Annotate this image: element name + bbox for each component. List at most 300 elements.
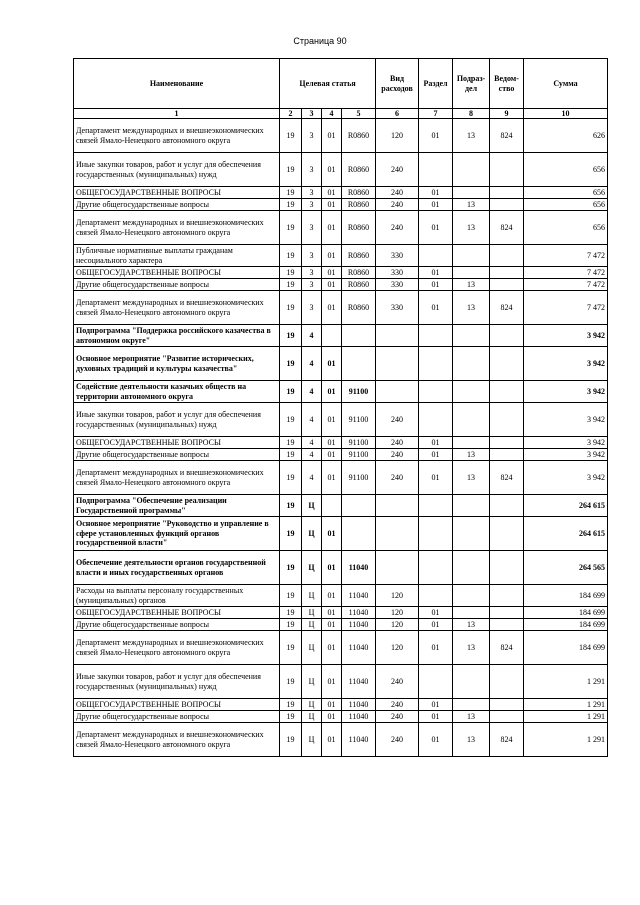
target-article-part1-cell: 19 <box>280 381 302 403</box>
section-cell <box>419 517 453 551</box>
subsection-cell <box>453 325 490 347</box>
table-row <box>74 381 608 403</box>
header-subsection: Подраз-дел <box>453 59 490 109</box>
target-article-part4-cell: 11040 <box>342 607 376 619</box>
table-row <box>74 347 608 381</box>
target-article-part2-cell: Ц <box>302 585 322 607</box>
row-name-cell: Департамент международных и внешнеэкономических связей Ямало-Ненецкого автономного округа <box>74 631 280 665</box>
section-cell: 01 <box>419 461 453 495</box>
target-article-part3-cell <box>322 495 342 517</box>
target-article-part4-cell: R0860 <box>342 267 376 279</box>
subsection-cell <box>453 699 490 711</box>
row-name-cell: ОБЩЕГОСУДАРСТВЕННЫЕ ВОПРОСЫ <box>74 699 280 711</box>
row-name-cell: Основное мероприятие "Развитие исторических, духовных традиций и культуры казачества" <box>74 347 280 381</box>
department-cell: 824 <box>490 119 524 153</box>
section-cell: 01 <box>419 187 453 199</box>
column-number-row <box>74 109 608 119</box>
target-article-part1-cell: 19 <box>280 607 302 619</box>
target-article-part3-cell: 01 <box>322 199 342 211</box>
target-article-part1-cell: 19 <box>280 711 302 723</box>
subsection-cell <box>453 347 490 381</box>
target-article-part1-cell: 19 <box>280 347 302 381</box>
target-article-part1-cell: 19 <box>280 665 302 699</box>
expense-kind-cell: 240 <box>376 723 419 757</box>
table-row <box>74 153 608 187</box>
table-row <box>74 461 608 495</box>
target-article-part2-cell: Ц <box>302 699 322 711</box>
header-expense-kind: Вид расходов <box>376 59 419 109</box>
target-article-part4-cell: R0860 <box>342 187 376 199</box>
target-article-part3-cell: 01 <box>322 347 342 381</box>
table-row <box>74 245 608 267</box>
subsection-cell <box>453 153 490 187</box>
subsection-cell <box>453 495 490 517</box>
expense-kind-cell <box>376 495 419 517</box>
target-article-part2-cell: 4 <box>302 403 322 437</box>
expense-kind-cell: 240 <box>376 437 419 449</box>
target-article-part2-cell: Ц <box>302 711 322 723</box>
target-article-part1-cell: 19 <box>280 517 302 551</box>
target-article-part3-cell: 01 <box>322 211 342 245</box>
department-cell <box>490 585 524 607</box>
row-name-cell: Подпрограмма "Поддержка российского казачества в автономном округе" <box>74 325 280 347</box>
department-cell <box>490 607 524 619</box>
table-row <box>74 291 608 325</box>
department-cell <box>490 153 524 187</box>
column-number: 9 <box>490 109 524 119</box>
target-article-part3-cell: 01 <box>322 437 342 449</box>
department-cell: 824 <box>490 461 524 495</box>
department-cell <box>490 347 524 381</box>
subsection-cell <box>453 551 490 585</box>
target-article-part2-cell: 3 <box>302 291 322 325</box>
department-cell <box>490 437 524 449</box>
department-cell <box>490 245 524 267</box>
header-name: Наименование <box>74 59 280 109</box>
row-name-cell: Расходы на выплаты персоналу государственных (муниципальных) органов <box>74 585 280 607</box>
table-row <box>74 403 608 437</box>
department-cell <box>490 267 524 279</box>
sum-cell: 184 699 <box>524 607 608 619</box>
target-article-part3-cell: 01 <box>322 187 342 199</box>
header-row <box>74 59 608 109</box>
sum-cell: 264 565 <box>524 551 608 585</box>
expense-kind-cell: 330 <box>376 291 419 325</box>
subsection-cell: 13 <box>453 631 490 665</box>
header-section: Раздел <box>419 59 453 109</box>
subsection-cell: 13 <box>453 211 490 245</box>
expense-kind-cell: 330 <box>376 245 419 267</box>
sum-cell: 264 615 <box>524 495 608 517</box>
target-article-part2-cell: 3 <box>302 245 322 267</box>
target-article-part4-cell <box>342 517 376 551</box>
target-article-part2-cell: Ц <box>302 517 322 551</box>
section-cell <box>419 381 453 403</box>
header-target-article: Целевая статья <box>280 59 376 109</box>
sum-cell: 656 <box>524 153 608 187</box>
column-number: 8 <box>453 109 490 119</box>
expense-kind-cell <box>376 325 419 347</box>
target-article-part4-cell: 11040 <box>342 711 376 723</box>
sum-cell: 184 699 <box>524 585 608 607</box>
section-cell: 01 <box>419 619 453 631</box>
target-article-part2-cell: 4 <box>302 347 322 381</box>
sum-cell: 1 291 <box>524 665 608 699</box>
row-name-cell: Департамент международных и внешнеэкономических связей Ямало-Ненецкого автономного округа <box>74 119 280 153</box>
target-article-part3-cell: 01 <box>322 381 342 403</box>
target-article-part3-cell: 01 <box>322 631 342 665</box>
subsection-cell <box>453 517 490 551</box>
expense-kind-cell: 330 <box>376 279 419 291</box>
expense-kind-cell: 240 <box>376 187 419 199</box>
target-article-part1-cell: 19 <box>280 267 302 279</box>
section-cell: 01 <box>419 449 453 461</box>
row-name-cell: Департамент международных и внешнеэкономических связей Ямало-Ненецкого автономного округа <box>74 723 280 757</box>
row-name-cell: Другие общегосударственные вопросы <box>74 279 280 291</box>
target-article-part1-cell: 19 <box>280 619 302 631</box>
table-row <box>74 119 608 153</box>
sum-cell: 3 942 <box>524 403 608 437</box>
section-cell: 01 <box>419 631 453 665</box>
table-row <box>74 585 608 607</box>
department-cell <box>490 495 524 517</box>
target-article-part3-cell: 01 <box>322 291 342 325</box>
target-article-part1-cell: 19 <box>280 153 302 187</box>
target-article-part3-cell: 01 <box>322 279 342 291</box>
column-number: 3 <box>302 109 322 119</box>
header-sum: Сумма <box>524 59 608 109</box>
target-article-part4-cell: 91100 <box>342 437 376 449</box>
target-article-part3-cell: 01 <box>322 267 342 279</box>
expense-kind-cell <box>376 551 419 585</box>
department-cell <box>490 381 524 403</box>
sum-cell: 7 472 <box>524 291 608 325</box>
table-row <box>74 267 608 279</box>
target-article-part4-cell <box>342 495 376 517</box>
row-name-cell: Департамент международных и внешнеэкономических связей Ямало-Ненецкого автономного округа <box>74 211 280 245</box>
target-article-part4-cell: 91100 <box>342 403 376 437</box>
target-article-part1-cell: 19 <box>280 585 302 607</box>
subsection-cell <box>453 585 490 607</box>
target-article-part2-cell: 4 <box>302 437 322 449</box>
sum-cell: 656 <box>524 211 608 245</box>
target-article-part4-cell <box>342 347 376 381</box>
target-article-part2-cell: 4 <box>302 381 322 403</box>
budget-table <box>73 58 608 757</box>
column-number: 5 <box>342 109 376 119</box>
sum-cell: 7 472 <box>524 279 608 291</box>
row-name-cell: Обеспечение деятельности органов государственной власти и иных государственных органов <box>74 551 280 585</box>
sum-cell: 184 699 <box>524 631 608 665</box>
expense-kind-cell <box>376 381 419 403</box>
section-cell <box>419 245 453 267</box>
section-cell: 01 <box>419 267 453 279</box>
expense-kind-cell: 240 <box>376 449 419 461</box>
target-article-part2-cell: Ц <box>302 665 322 699</box>
header-department: Ведом-ство <box>490 59 524 109</box>
table-row <box>74 711 608 723</box>
subsection-cell <box>453 267 490 279</box>
department-cell <box>490 325 524 347</box>
target-article-part4-cell: 11040 <box>342 619 376 631</box>
department-cell <box>490 279 524 291</box>
target-article-part4-cell: 91100 <box>342 461 376 495</box>
target-article-part4-cell: 11040 <box>342 699 376 711</box>
subsection-cell: 13 <box>453 279 490 291</box>
target-article-part2-cell: Ц <box>302 619 322 631</box>
row-name-cell: Департамент международных и внешнеэкономических связей Ямало-Ненецкого автономного округа <box>74 461 280 495</box>
department-cell <box>490 403 524 437</box>
table-row <box>74 607 608 619</box>
expense-kind-cell: 240 <box>376 153 419 187</box>
sum-cell: 1 291 <box>524 699 608 711</box>
expense-kind-cell: 120 <box>376 607 419 619</box>
department-cell <box>490 699 524 711</box>
subsection-cell: 13 <box>453 291 490 325</box>
table-row <box>74 723 608 757</box>
subsection-cell <box>453 403 490 437</box>
section-cell: 01 <box>419 279 453 291</box>
target-article-part2-cell: 3 <box>302 119 322 153</box>
target-article-part1-cell: 19 <box>280 461 302 495</box>
subsection-cell: 13 <box>453 199 490 211</box>
department-cell <box>490 449 524 461</box>
subsection-cell: 13 <box>453 119 490 153</box>
target-article-part4-cell: 11040 <box>342 551 376 585</box>
target-article-part4-cell: R0860 <box>342 119 376 153</box>
column-number: 1 <box>74 109 280 119</box>
column-number: 4 <box>322 109 342 119</box>
department-cell <box>490 517 524 551</box>
target-article-part4-cell <box>342 325 376 347</box>
table-row <box>74 325 608 347</box>
department-cell <box>490 551 524 585</box>
target-article-part4-cell: 91100 <box>342 381 376 403</box>
target-article-part1-cell: 19 <box>280 723 302 757</box>
subsection-cell <box>453 665 490 699</box>
expense-kind-cell: 120 <box>376 631 419 665</box>
department-cell: 824 <box>490 723 524 757</box>
department-cell: 824 <box>490 211 524 245</box>
target-article-part3-cell: 01 <box>322 119 342 153</box>
target-article-part3-cell: 01 <box>322 699 342 711</box>
expense-kind-cell <box>376 517 419 551</box>
table-row <box>74 199 608 211</box>
target-article-part3-cell: 01 <box>322 517 342 551</box>
target-article-part1-cell: 19 <box>280 403 302 437</box>
expense-kind-cell: 120 <box>376 585 419 607</box>
row-name-cell: ОБЩЕГОСУДАРСТВЕННЫЕ ВОПРОСЫ <box>74 267 280 279</box>
table-row <box>74 437 608 449</box>
section-cell: 01 <box>419 119 453 153</box>
target-article-part1-cell: 19 <box>280 449 302 461</box>
department-cell <box>490 711 524 723</box>
target-article-part1-cell: 19 <box>280 631 302 665</box>
target-article-part3-cell: 01 <box>322 153 342 187</box>
row-name-cell: ОБЩЕГОСУДАРСТВЕННЫЕ ВОПРОСЫ <box>74 437 280 449</box>
subsection-cell <box>453 381 490 403</box>
row-name-cell: Основное мероприятие "Руководство и управление в сфере установленных функций органов государственной власти" <box>74 517 280 551</box>
section-cell: 01 <box>419 723 453 757</box>
target-article-part2-cell: 3 <box>302 153 322 187</box>
section-cell: 01 <box>419 437 453 449</box>
sum-cell: 3 942 <box>524 449 608 461</box>
target-article-part2-cell: 3 <box>302 267 322 279</box>
target-article-part3-cell: 01 <box>322 723 342 757</box>
row-name-cell: Публичные нормативные выплаты гражданам несоциального характера <box>74 245 280 267</box>
table-row <box>74 665 608 699</box>
target-article-part2-cell: 4 <box>302 461 322 495</box>
target-article-part2-cell: 3 <box>302 187 322 199</box>
target-article-part1-cell: 19 <box>280 211 302 245</box>
target-article-part3-cell: 01 <box>322 607 342 619</box>
target-article-part1-cell: 19 <box>280 199 302 211</box>
sum-cell: 3 942 <box>524 461 608 495</box>
sum-cell: 3 942 <box>524 347 608 381</box>
row-name-cell: Другие общегосударственные вопросы <box>74 199 280 211</box>
expense-kind-cell: 120 <box>376 119 419 153</box>
target-article-part1-cell: 19 <box>280 291 302 325</box>
target-article-part3-cell: 01 <box>322 403 342 437</box>
table-body <box>74 119 608 757</box>
target-article-part3-cell: 01 <box>322 245 342 267</box>
sum-cell: 264 615 <box>524 517 608 551</box>
row-name-cell: Подпрограмма "Обеспечение реализации Государственной программы" <box>74 495 280 517</box>
column-number: 2 <box>280 109 302 119</box>
sum-cell: 3 942 <box>524 381 608 403</box>
expense-kind-cell: 240 <box>376 403 419 437</box>
target-article-part1-cell: 19 <box>280 119 302 153</box>
subsection-cell: 13 <box>453 449 490 461</box>
expense-kind-cell: 120 <box>376 619 419 631</box>
section-cell <box>419 325 453 347</box>
column-number: 6 <box>376 109 419 119</box>
section-cell <box>419 403 453 437</box>
column-number: 10 <box>524 109 608 119</box>
row-name-cell: Иные закупки товаров, работ и услуг для обеспечения государственных (муниципальных) нужд <box>74 153 280 187</box>
target-article-part4-cell: 91100 <box>342 449 376 461</box>
section-cell <box>419 551 453 585</box>
target-article-part1-cell: 19 <box>280 187 302 199</box>
target-article-part2-cell: 4 <box>302 325 322 347</box>
subsection-cell <box>453 187 490 199</box>
sum-cell: 656 <box>524 187 608 199</box>
target-article-part4-cell: R0860 <box>342 199 376 211</box>
target-article-part2-cell: 3 <box>302 279 322 291</box>
section-cell <box>419 585 453 607</box>
target-article-part4-cell: 11040 <box>342 631 376 665</box>
expense-kind-cell: 240 <box>376 199 419 211</box>
target-article-part3-cell: 01 <box>322 665 342 699</box>
target-article-part4-cell: R0860 <box>342 211 376 245</box>
section-cell: 01 <box>419 211 453 245</box>
target-article-part4-cell: 11040 <box>342 665 376 699</box>
expense-kind-cell: 330 <box>376 267 419 279</box>
section-cell: 01 <box>419 699 453 711</box>
subsection-cell <box>453 607 490 619</box>
section-cell: 01 <box>419 607 453 619</box>
target-article-part3-cell: 01 <box>322 551 342 585</box>
table-row <box>74 449 608 461</box>
table-row <box>74 551 608 585</box>
target-article-part3-cell: 01 <box>322 585 342 607</box>
target-article-part2-cell: 3 <box>302 211 322 245</box>
table-row <box>74 699 608 711</box>
section-cell <box>419 347 453 381</box>
table-row <box>74 517 608 551</box>
target-article-part2-cell: Ц <box>302 723 322 757</box>
department-cell <box>490 665 524 699</box>
expense-kind-cell: 240 <box>376 665 419 699</box>
subsection-cell: 13 <box>453 711 490 723</box>
target-article-part2-cell: Ц <box>302 607 322 619</box>
table-row <box>74 495 608 517</box>
subsection-cell <box>453 245 490 267</box>
target-article-part4-cell: R0860 <box>342 245 376 267</box>
subsection-cell: 13 <box>453 461 490 495</box>
target-article-part4-cell: R0860 <box>342 153 376 187</box>
row-name-cell: Иные закупки товаров, работ и услуг для обеспечения государственных (муниципальных) нужд <box>74 665 280 699</box>
sum-cell: 626 <box>524 119 608 153</box>
table-row <box>74 279 608 291</box>
department-cell: 824 <box>490 291 524 325</box>
target-article-part4-cell: R0860 <box>342 291 376 325</box>
column-number: 7 <box>419 109 453 119</box>
target-article-part1-cell: 19 <box>280 495 302 517</box>
target-article-part1-cell: 19 <box>280 325 302 347</box>
section-cell <box>419 665 453 699</box>
sum-cell: 1 291 <box>524 723 608 757</box>
target-article-part1-cell: 19 <box>280 279 302 291</box>
table-row <box>74 631 608 665</box>
section-cell <box>419 153 453 187</box>
expense-kind-cell: 240 <box>376 211 419 245</box>
target-article-part1-cell: 19 <box>280 699 302 711</box>
target-article-part3-cell: 01 <box>322 449 342 461</box>
row-name-cell: ОБЩЕГОСУДАРСТВЕННЫЕ ВОПРОСЫ <box>74 187 280 199</box>
target-article-part2-cell: Ц <box>302 631 322 665</box>
table-row <box>74 187 608 199</box>
table-row <box>74 211 608 245</box>
target-article-part4-cell: R0860 <box>342 279 376 291</box>
target-article-part1-cell: 19 <box>280 551 302 585</box>
table-row <box>74 619 608 631</box>
target-article-part3-cell <box>322 325 342 347</box>
target-article-part1-cell: 19 <box>280 245 302 267</box>
expense-kind-cell <box>376 347 419 381</box>
target-article-part4-cell: 11040 <box>342 585 376 607</box>
row-name-cell: Другие общегосударственные вопросы <box>74 711 280 723</box>
target-article-part2-cell: 4 <box>302 449 322 461</box>
sum-cell: 3 942 <box>524 437 608 449</box>
subsection-cell <box>453 437 490 449</box>
row-name-cell: Содействие деятельности казачьих обществ на территории автономного округа <box>74 381 280 403</box>
target-article-part2-cell: Ц <box>302 551 322 585</box>
target-article-part4-cell: 11040 <box>342 723 376 757</box>
section-cell <box>419 495 453 517</box>
row-name-cell: Иные закупки товаров, работ и услуг для обеспечения государственных (муниципальных) нужд <box>74 403 280 437</box>
row-name-cell: ОБЩЕГОСУДАРСТВЕННЫЕ ВОПРОСЫ <box>74 607 280 619</box>
section-cell: 01 <box>419 199 453 211</box>
section-cell: 01 <box>419 291 453 325</box>
sum-cell: 7 472 <box>524 245 608 267</box>
row-name-cell: Другие общегосударственные вопросы <box>74 619 280 631</box>
target-article-part3-cell: 01 <box>322 711 342 723</box>
row-name-cell: Департамент международных и внешнеэкономических связей Ямало-Ненецкого автономного округа <box>74 291 280 325</box>
department-cell: 824 <box>490 631 524 665</box>
department-cell <box>490 187 524 199</box>
target-article-part3-cell: 01 <box>322 619 342 631</box>
